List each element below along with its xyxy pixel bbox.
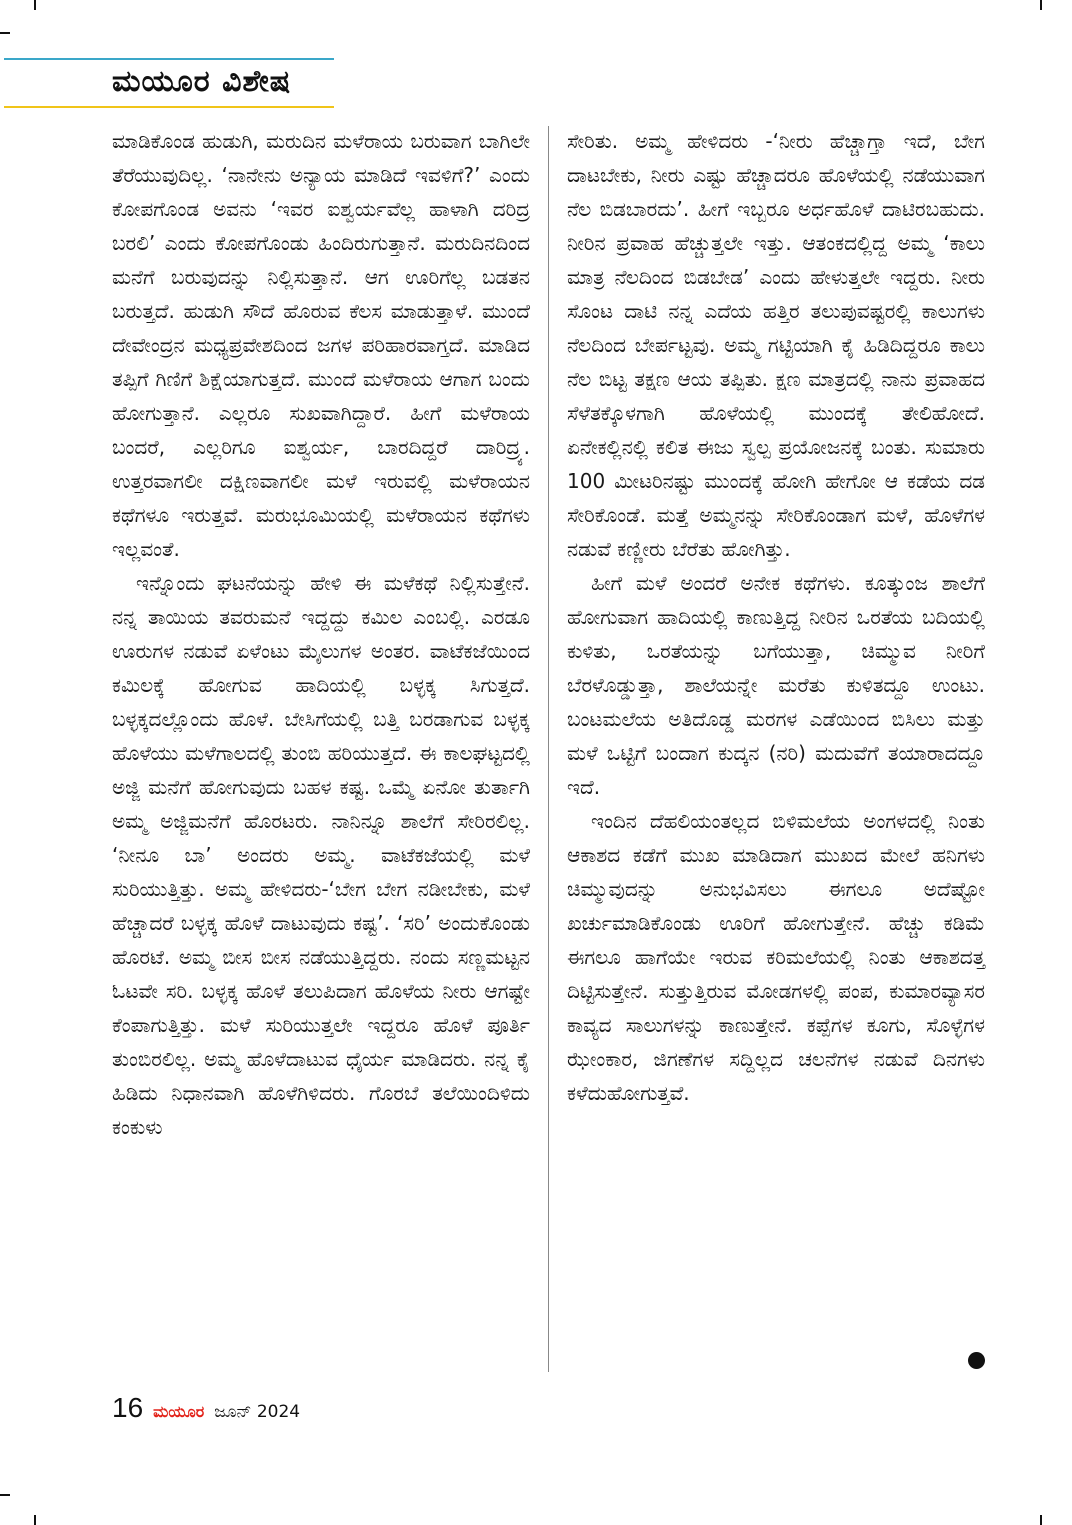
article-column-right xyxy=(567,124,985,1110)
crop-mark xyxy=(0,1494,10,1496)
issue-date: ಜೂನ್ 2024 xyxy=(214,1402,301,1422)
crop-mark xyxy=(0,32,10,34)
article-end-mark xyxy=(968,1352,985,1369)
crop-mark xyxy=(1040,1515,1042,1525)
page-footer xyxy=(112,1392,300,1428)
section-header xyxy=(0,58,336,108)
crop-mark xyxy=(1040,0,1042,10)
section-title: ಮಯೂರ ವಿಶೇಷ xyxy=(112,64,292,99)
header-rule-top xyxy=(4,58,334,60)
paragraph: ಇಂದಿನ ದೆಹಲಿಯಂತಲ್ಲದ ಬಿಳಿಮಲೆಯ ಅಂಗಳದಲ್ಲಿ ನಿಂತು ಆಕಾಶದ ಕಡೆಗೆ ಮುಖ ಮಾಡಿದಾಗ ಮುಖದ ಮೇಲೆ ಹನಿಗಳು ಚಿಮ್ಮುವುದನ್ನು ಅನುಭವಿಸಲು ಈಗಲೂ ಅದೆಷ್ಟೋ ಖರ್ಚುಮಾಡಿಕೊಂಡು ಊರಿಗೆ ಹೋಗುತ್ತೇನೆ. ಹೆಚ್ಚು ಕಡಿಮೆ ಈಗಲೂ ಹಾಗೆಯೇ ಇರುವ ಕರಿಮಲೆಯಲ್ಲಿ ನಿಂತು ಆಕಾಶದತ್ತ ದಿಟ್ಟಿಸುತ್ತೇನೆ. ಸುತ್ತುತ್ತಿರುವ ಮೋಡಗಳಲ್ಲಿ ಪಂಪ, ಕುಮಾರವ್ಯಾಸರ ಕಾವ್ಯದ ಸಾಲುಗಳನ್ನು ಕಾಣುತ್ತೇನೆ. ಕಪ್ಪೆಗಳ ಕೂಗು, ಸೊಳ್ಳೆಗಳ ಝೇಂಕಾರ, ಜಿಗಣೆಗಳ ಸದ್ದಿಲ್ಲದ ಚಲನೆಗಳ ನಡುವೆ ದಿನಗಳು ಕಳೆದುಹೋಗುತ್ತವೆ. xyxy=(567,809,985,1105)
paragraph: ಹೀಗೆ ಮಳೆ ಅಂದರೆ ಅನೇಕ ಕಥೆಗಳು. ಕೂತ್ಕುಂಜ ಶಾಲೆಗೆ ಹೋಗುವಾಗ ಹಾದಿಯಲ್ಲಿ ಕಾಣುತ್ತಿದ್ದ ನೀರಿನ ಒರತೆಯ ಬದಿಯಲ್ಲಿ ಕುಳಿತು, ಒರತೆಯನ್ನು ಬಗೆಯುತ್ತಾ, ಚಿಮ್ಮುವ ನೀರಿಗೆ ಬೆರಳೊಡ್ಡುತ್ತಾ, ಶಾಲೆಯನ್ನೇ ಮರೆತು ಕುಳಿತದ್ದೂ ಉಂಟು. ಬಂಟಮಲೆಯ ಅತಿದೊಡ್ಡ ಮರಗಳ ಎಡೆಯಿಂದ ಬಿಸಿಲು ಮತ್ತು ಮಳೆ ಒಟ್ಟಿಗೆ ಬಂದಾಗ ಕುದ್ಕನ (ನರಿ) ಮದುವೆಗೆ ತಯಾರಾದದ್ದೂ ಇದೆ. xyxy=(567,571,985,799)
paragraph: ಸೇರಿತು. ಅಮ್ಮ ಹೇಳಿದರು -‘ನೀರು ಹೆಚ್ಚಾಗ್ತಾ ಇದೆ, ಬೇಗ ದಾಟಬೇಕು, ನೀರು ಎಷ್ಟು ಹೆಚ್ಚಾದರೂ ಹೊಳೆಯಲ್ಲಿ ನಡೆಯುವಾಗ ನೆಲ ಬಿಡಬಾರದು’. ಹೀಗೆ ಇಬ್ಬರೂ ಅರ್ಧಹೊಳೆ ದಾಟಿರಬಹುದು. ನೀರಿನ ಪ್ರವಾಹ ಹೆಚ್ಚುತ್ತಲೇ ಇತ್ತು. ಆತಂಕದಲ್ಲಿದ್ದ ಅಮ್ಮ ‘ಕಾಲು ಮಾತ್ರ ನೆಲದಿಂದ ಬಿಡಬೇಡ’ ಎಂದು ಹೇಳುತ್ತಲೇ ಇದ್ದರು. ನೀರು ಸೊಂಟ ದಾಟಿ ನನ್ನ ಎದೆಯ ಹತ್ತಿರ ತಲುಪುವಷ್ಟರಲ್ಲಿ ಕಾಲುಗಳು ನೆಲದಿಂದ ಬೇರ್ಪಟ್ಟವು. ಅಮ್ಮ ಗಟ್ಟಿಯಾಗಿ ಕೈ ಹಿಡಿದಿದ್ದರೂ ಕಾಲು ನೆಲ ಬಿಟ್ಟ ತಕ್ಷಣ ಆಯ ತಪ್ಪಿತು. ಕ್ಷಣ ಮಾತ್ರದಲ್ಲಿ ನಾನು ಪ್ರವಾಹದ ಸೆಳೆತಕ್ಕೊಳಗಾಗಿ ಹೊಳೆಯಲ್ಲಿ ಮುಂದಕ್ಕೆ ತೇಲಿಹೋದೆ. ಏನೇಕಲ್ಲಿನಲ್ಲಿ ಕಲಿತ ಈಜು ಸ್ವಲ್ಪ ಪ್ರಯೋಜನಕ್ಕೆ ಬಂತು. ಸುಮಾರು 100 ಮೀಟರಿನಷ್ಟು ಮುಂದಕ್ಕೆ ಹೋಗಿ ಹೇಗೋ ಆ ಕಡೆಯ ದಡ ಸೇರಿಕೊಂಡೆ. ಮತ್ತೆ ಅಮ್ಮನನ್ನು ಸೇರಿಕೊಂಡಾಗ ಮಳೆ, ಹೊಳೆಗಳ ನಡುವೆ ಕಣ್ಣೀರು ಬೆರೆತು ಹೋಗಿತ್ತು. xyxy=(567,129,985,561)
paragraph: ಇನ್ನೊಂದು ಘಟನೆಯನ್ನು ಹೇಳಿ ಈ ಮಳೆಕಥೆ ನಿಲ್ಲಿಸುತ್ತೇನೆ. ನನ್ನ ತಾಯಿಯ ತವರುಮನೆ ಇದ್ದದ್ದು ಕಮಿಲ ಎಂಬಲ್ಲಿ. ಎರಡೂ ಊರುಗಳ ನಡುವೆ ಏಳೆಂಟು ಮೈಲುಗಳ ಅಂತರ. ವಾಟೆಕಜೆಯಿಂದ ಕಮಿಲಕ್ಕೆ ಹೋಗುವ ಹಾದಿಯಲ್ಲಿ ಬಳ್ಳಕ್ಕ ಸಿಗುತ್ತದೆ. ಬಳ್ಳಕ್ಕದಲ್ಲೊಂದು ಹೊಳೆ. ಬೇಸಿಗೆಯಲ್ಲಿ ಬತ್ತಿ ಬರಡಾಗುವ ಬಳ್ಳಕ್ಕ ಹೊಳೆಯು ಮಳೆಗಾಲದಲ್ಲಿ ತುಂಬಿ ಹರಿಯುತ್ತದೆ. ಈ ಕಾಲಘಟ್ಟದಲ್ಲಿ ಅಜ್ಜಿ ಮನೆಗೆ ಹೋಗುವುದು ಬಹಳ ಕಷ್ಟ. ಒಮ್ಮೆ ಏನೋ ತುರ್ತಾಗಿ ಅಮ್ಮ ಅಜ್ಜಿಮನೆಗೆ ಹೊರಟರು. ನಾನಿನ್ನೂ ಶಾಲೆಗೆ ಸೇರಿರಲಿಲ್ಲ. ‘ನೀನೂ ಬಾ’ ಅಂದರು ಅಮ್ಮ. ವಾಟೆಕಜೆಯಲ್ಲಿ ಮಳೆ ಸುರಿಯುತ್ತಿತ್ತು. ಅಮ್ಮ ಹೇಳಿದರು-‘ಬೇಗ ಬೇಗ ನಡೀಬೇಕು, ಮಳೆ ಹೆಚ್ಚಾದರೆ ಬಳ್ಳಕ್ಕ ಹೊಳೆ ದಾಟುವುದು ಕಷ್ಟ’. ‘ಸರಿ’ ಅಂದುಕೊಂಡು ಹೊರಟೆ. ಅಮ್ಮ ಬೀಸ ಬೀಸ ನಡೆಯುತ್ತಿದ್ದರು. ನಂದು ಸಣ್ಣಮಟ್ಟನ ಓಟವೇ ಸರಿ. ಬಳ್ಳಕ್ಕ ಹೊಳೆ ತಲುಪಿದಾಗ ಹೊಳೆಯ ನೀರು ಆಗಷ್ಟೇ ಕೆಂಪಾಗುತ್ತಿತ್ತು. ಮಳೆ ಸುರಿಯುತ್ತಲೇ ಇದ್ದರೂ ಹೊಳೆ ಪೂರ್ತಿ ತುಂಬಿರಲಿಲ್ಲ. ಅಮ್ಮ ಹೊಳೆದಾಟುವ ಧೈರ್ಯ ಮಾಡಿದರು. ನನ್ನ ಕೈ ಹಿಡಿದು ನಿಧಾನವಾಗಿ ಹೊಳೆಗಿಳಿದರು. ಗೊರಬೆ ತಲೆಯಿಂದಿಳಿದು ಕಂಕುಳು xyxy=(112,571,530,1139)
column-divider xyxy=(548,126,549,1372)
header-rule-bottom xyxy=(4,106,334,108)
article-column-left xyxy=(112,124,530,1144)
crop-mark xyxy=(34,0,36,10)
crop-mark xyxy=(34,1515,36,1525)
page-number: 16 xyxy=(112,1392,144,1423)
magazine-logo: ಮಯೂರ xyxy=(153,1402,205,1421)
paragraph: ಮಾಡಿಕೊಂಡ ಹುಡುಗಿ, ಮರುದಿನ ಮಳೆರಾಯ ಬರುವಾಗ ಬಾಗಿಲೇ ತೆರೆಯುವುದಿಲ್ಲ. ‘ನಾನೇನು ಅನ್ಯಾಯ ಮಾಡಿದೆ ಇವಳಿಗೆ?’ ಎಂದು ಕೋಪಗೊಂಡ ಅವನು ‘ಇವರ ಐಶ್ವರ್ಯವೆಲ್ಲ ಹಾಳಾಗಿ ದರಿದ್ರ ಬರಲಿ’ ಎಂದು ಕೋಪಗೊಂಡು ಹಿಂದಿರುಗುತ್ತಾನೆ. ಮರುದಿನದಿಂದ ಮನೆಗೆ ಬರುವುದನ್ನು ನಿಲ್ಲಿಸುತ್ತಾನೆ. ಆಗ ಊರಿಗೆಲ್ಲ ಬಡತನ ಬರುತ್ತದೆ. ಹುಡುಗಿ ಸೌದೆ ಹೊರುವ ಕೆಲಸ ಮಾಡುತ್ತಾಳೆ. ಮುಂದೆ ದೇವೇಂದ್ರನ ಮಧ್ಯಪ್ರವೇಶದಿಂದ ಜಗಳ ಪರಿಹಾರವಾಗ್ತದೆ. ಮಾಡಿದ ತಪ್ಪಿಗೆ ಗಿಣಿಗೆ ಶಿಕ್ಷೆಯಾಗುತ್ತದೆ. ಮುಂದೆ ಮಳೆರಾಯ ಆಗಾಗ ಬಂದು ಹೋಗುತ್ತಾನೆ. ಎಲ್ಲರೂ ಸುಖವಾಗಿದ್ದಾರೆ. ಹೀಗೆ ಮಳೆರಾಯ ಬಂದರೆ, ಎಲ್ಲರಿಗೂ ಐಶ್ವರ್ಯ, ಬಾರದಿದ್ದರೆ ದಾರಿದ್ರ್ಯ. ಉತ್ತರವಾಗಲೀ ದಕ್ಷಿಣವಾಗಲೀ ಮಳೆ ಇರುವಲ್ಲಿ ಮಳೆರಾಯನ ಕಥೆಗಳೂ ಇರುತ್ತವೆ. ಮರುಭೂಮಿಯಲ್ಲಿ ಮಳೆರಾಯನ ಕಥೆಗಳು ಇಲ್ಲವಂತೆ. xyxy=(112,129,530,561)
